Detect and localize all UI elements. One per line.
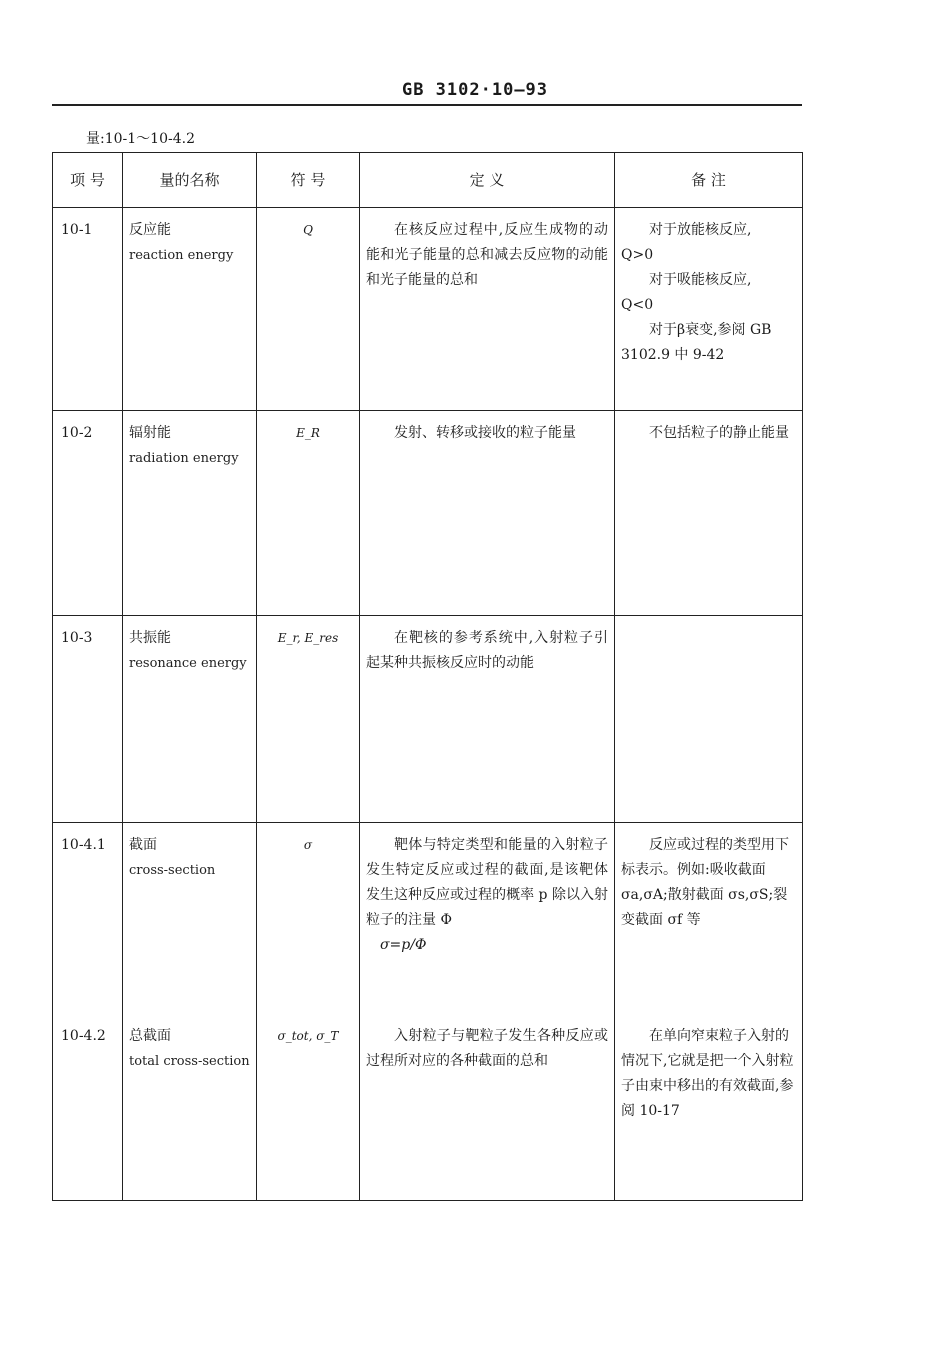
quantity-name [123,823,257,1015]
definition: 入射粒子与靶粒子发生各种反应或过程所对应的各种截面的总和 [360,1014,615,1201]
name-en: cross-section [129,863,216,878]
table-row [53,411,803,616]
col-header-notes: 备 注 [615,153,803,208]
note-line: 对于β衰变,参阅 GB 3102.9 中 9-42 [621,322,772,363]
table-row [53,616,803,823]
symbol: E_r, E_res [257,616,360,823]
table-row [53,208,803,411]
name-zh: 反应能 [129,222,171,238]
name-en: total cross-section [129,1054,250,1069]
quantity-name [123,208,257,411]
col-header-definition: 定 义 [360,153,615,208]
definition: 在核反应过程中,反应生成物的动能和光子能量的总和减去反应物的动能和光子能量的总和 [360,208,615,411]
note-line: 反应或过程的类型用下标表示。例如:吸收截面 σa,σA;散射截面 σs,σS;裂变截面 σf 等 [621,837,789,928]
note-line: Q<0 [621,297,654,313]
item-number: 10-2 [53,411,123,616]
table-row [53,823,803,1015]
symbol: Q [257,208,360,411]
note-line: 在单向窄束粒子入射的情况下,它就是把一个入射粒子由束中移出的有效截面,参阅 10-17 [621,1028,794,1119]
notes [615,411,803,616]
notes [615,616,803,823]
range-label: 量:10-1～10-4.2 [86,131,195,147]
item-number: 10-4.2 [53,1014,123,1201]
definition-text: 靶体与特定类型和能量的入射粒子发生特定反应或过程的截面,是该靶体发生这种反应或过程的概率 p 除以入射粒子的注量 Φ [366,837,608,928]
note-line: Q>0 [621,247,654,263]
quantity-name [123,1014,257,1201]
symbol: E_R [257,411,360,616]
formula: σ=p/Φ [380,937,427,953]
name-en: radiation energy [129,451,239,466]
table-row [53,1014,803,1201]
quantity-name [123,616,257,823]
name-zh: 总截面 [129,1028,171,1044]
notes [615,208,803,411]
name-en: reaction energy [129,248,234,263]
table-header-row [53,153,803,208]
item-number: 10-4.1 [53,823,123,1015]
symbol: σ [257,823,360,1015]
quantity-name [123,411,257,616]
header-rule [52,104,802,106]
notes [615,823,803,1015]
name-zh: 辐射能 [129,425,171,441]
name-zh: 共振能 [129,630,171,646]
item-number: 10-3 [53,616,123,823]
note-line: 对于放能核反应, [649,222,752,238]
notes [615,1014,803,1201]
note-line: 对于吸能核反应, [649,272,752,288]
col-header-name: 量的名称 [123,153,257,208]
quantities-table [52,152,803,1201]
definition [360,823,615,1015]
name-zh: 截面 [129,837,157,853]
name-en: resonance energy [129,656,247,671]
definition: 发射、转移或接收的粒子能量 [360,411,615,616]
col-header-no: 项 号 [53,153,123,208]
note-line: 不包括粒子的静止能量 [649,425,789,441]
standard-code: GB 3102·10—93 [401,80,549,100]
item-number: 10-1 [53,208,123,411]
symbol: σ_tot, σ_T [257,1014,360,1201]
definition: 在靶核的参考系统中,入射粒子引起某种共振核反应时的动能 [360,616,615,823]
col-header-symbol: 符 号 [257,153,360,208]
